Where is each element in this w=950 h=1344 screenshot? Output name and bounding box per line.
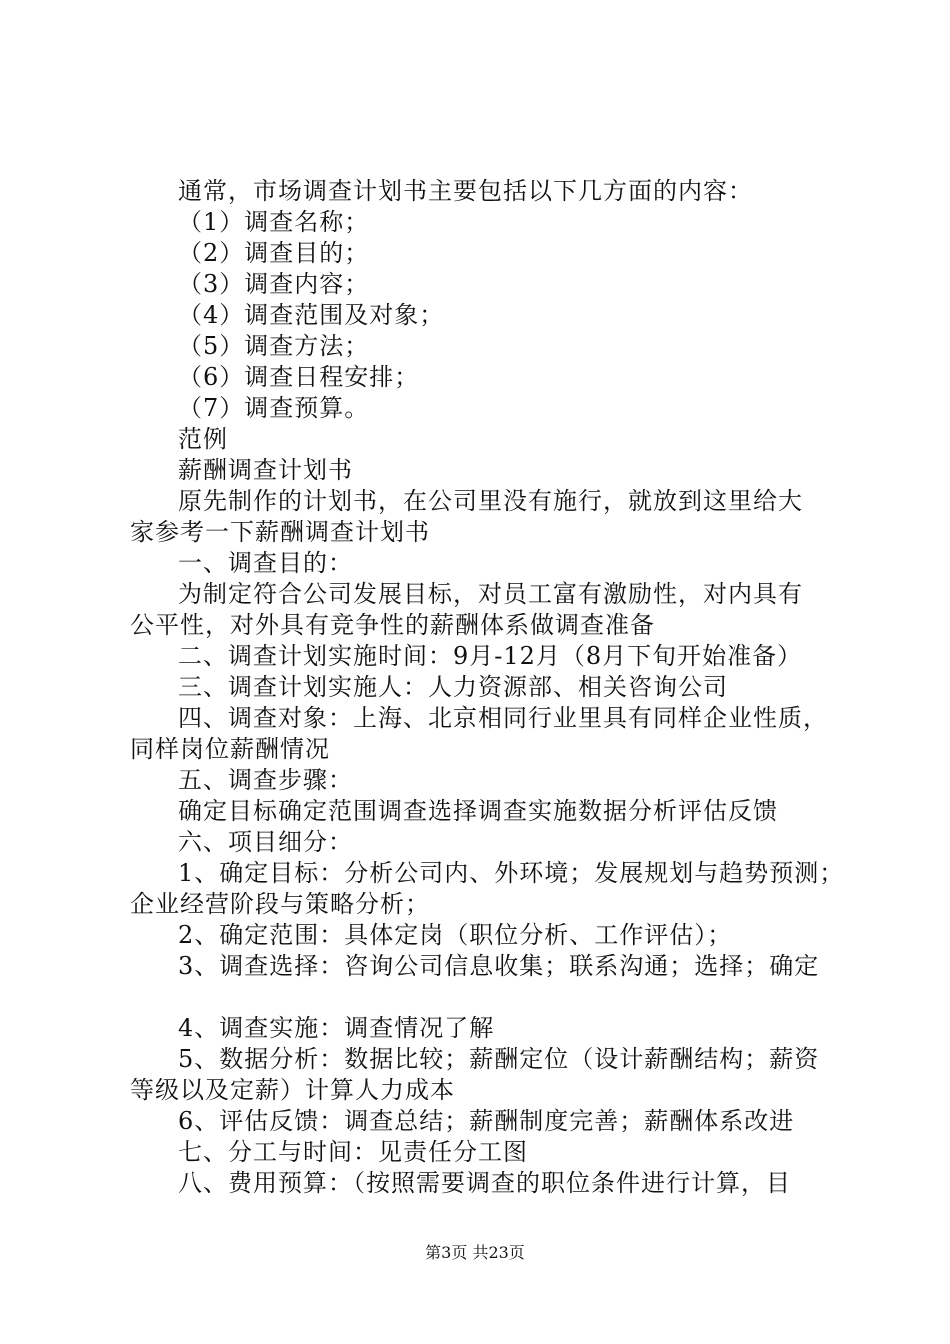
paragraph-line: 为制定符合公司发展目标，对员工富有激励性，对内具有 bbox=[178, 580, 803, 608]
example-title: 薪酬调查计划书 bbox=[178, 456, 353, 484]
paragraph-line: 4、调查实施：调查情况了解 bbox=[178, 1014, 495, 1042]
paragraph-line: 1、确定目标：分析公司内、外环境；发展规划与趋势预测； bbox=[178, 859, 845, 887]
paragraph-line: 家参考一下薪酬调查计划书 bbox=[130, 518, 430, 546]
paragraph-line: 6、评估反馈：调查总结；薪酬制度完善；薪酬体系改进 bbox=[178, 1107, 795, 1135]
list-item: （6）调查日程安排； bbox=[178, 363, 420, 391]
section-heading: 七、分工与时间：见责任分工图 bbox=[178, 1138, 528, 1166]
list-item: （3）调查内容； bbox=[178, 270, 370, 298]
paragraph-line: 5、数据分析：数据比较；薪酬定位（设计薪酬结构；薪资 bbox=[178, 1045, 820, 1073]
paragraph-line: 等级以及定薪）计算人力成本 bbox=[130, 1076, 455, 1104]
blank-line bbox=[130, 982, 840, 1013]
paragraph-line: 确定目标确定范围调查选择调查实施数据分析评估反馈 bbox=[178, 797, 778, 825]
example-heading: 范例 bbox=[178, 425, 228, 453]
list-item: （2）调查目的； bbox=[178, 239, 370, 267]
section-heading: 八、费用预算：（按照需要调查的职位条件进行计算，目 bbox=[178, 1169, 791, 1197]
list-item: （4）调查范围及对象； bbox=[178, 301, 445, 329]
section-heading: 二、调查计划实施时间：9月-12月（8月下旬开始准备） bbox=[178, 642, 803, 670]
section-heading: 六、项目细分： bbox=[178, 828, 353, 856]
list-item: （7）调查预算。 bbox=[178, 394, 370, 422]
paragraph-line: 2、确定范围：具体定岗（职位分析、工作评估）； bbox=[178, 921, 733, 949]
paragraph-line: 企业经营阶段与策略分析； bbox=[130, 890, 430, 918]
section-heading: 一、调查目的： bbox=[178, 549, 353, 577]
page-number-footer: 第3页 共23页 bbox=[425, 1243, 525, 1262]
document-body bbox=[130, 176, 845, 1199]
section-heading: 三、调查计划实施人：人力资源部、相关咨询公司 bbox=[178, 673, 728, 701]
paragraph-line: 3、调查选择：咨询公司信息收集；联系沟通；选择；确定 bbox=[178, 952, 820, 980]
paragraph-line: 同样岗位薪酬情况 bbox=[130, 735, 330, 763]
section-heading: 五、调查步骤： bbox=[178, 766, 353, 794]
intro-paragraph: 通常，市场调查计划书主要包括以下几方面的内容： bbox=[178, 177, 753, 205]
paragraph-line: 公平性，对外具有竞争性的薪酬体系做调查准备 bbox=[130, 611, 655, 639]
section-heading: 四、调查对象：上海、北京相同行业里具有同样企业性质， bbox=[178, 704, 828, 732]
list-item: （5）调查方法； bbox=[178, 332, 370, 360]
paragraph-line: 原先制作的计划书，在公司里没有施行，就放到这里给大 bbox=[178, 487, 803, 515]
list-item: （1）调查名称； bbox=[178, 208, 370, 236]
